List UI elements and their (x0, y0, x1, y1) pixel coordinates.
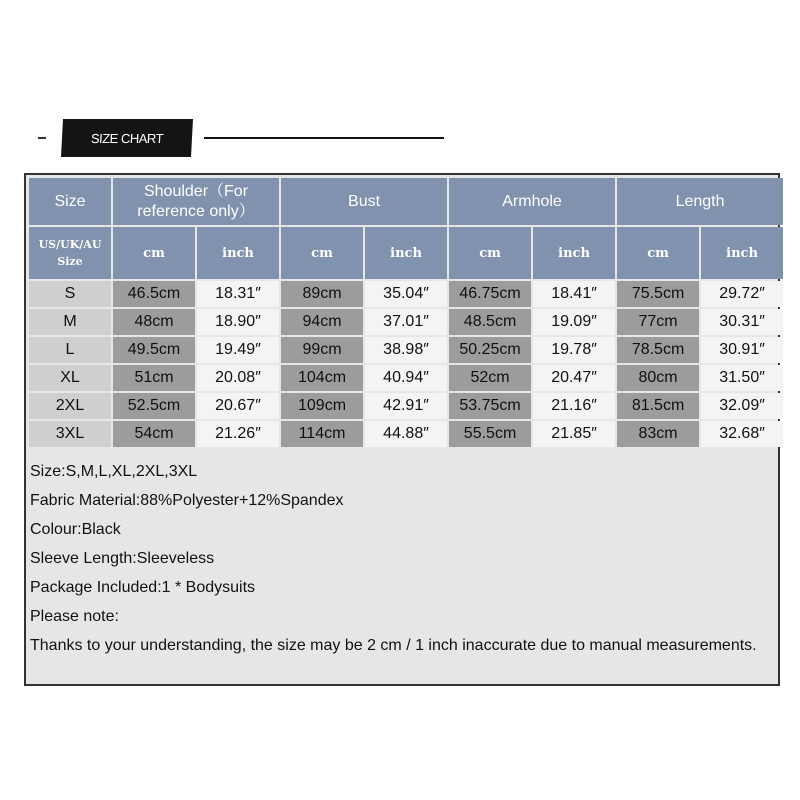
cm-cell: 48cm (113, 309, 195, 335)
inch-cell: 18.41″ (533, 281, 615, 307)
cm-cell: 89cm (281, 281, 363, 307)
header-dash (38, 137, 46, 139)
note-line: Package Included:1 * Bodysuits (30, 579, 256, 596)
inch-cell: 18.31″ (197, 281, 279, 307)
inch-cell: 42.91″ (365, 393, 447, 419)
cm-cell: 51cm (113, 365, 195, 391)
header-row-groups (29, 178, 783, 225)
inch-cell: 35.04″ (365, 281, 447, 307)
inch-cell: 21.16″ (533, 393, 615, 419)
size-cell: S (29, 281, 111, 307)
cm-cell: 52cm (449, 365, 531, 391)
header-row-units (29, 227, 783, 279)
cm-cell: 52.5cm (113, 393, 195, 419)
inch-cell: 37.01″ (365, 309, 447, 335)
table-row (29, 309, 783, 335)
cm-cell: 81.5cm (617, 393, 699, 419)
cm-cell: 94cm (281, 309, 363, 335)
size-cell: 3XL (29, 421, 111, 447)
inch-cell: 30.91″ (701, 337, 783, 363)
size-chart-title: SIZE CHART (90, 130, 164, 146)
note-line: Sleeve Length:Sleeveless (30, 550, 215, 567)
table-row (29, 393, 783, 419)
table-row (29, 365, 783, 391)
note-line: Thanks to your understanding, the size may be 2 cm / 1 inch inaccurate due to manual measurements. (30, 637, 757, 654)
inch-cell: 30.31″ (701, 309, 783, 335)
unit-header: inch (197, 227, 279, 279)
cm-cell: 75.5cm (617, 281, 699, 307)
header-rule (204, 137, 444, 139)
cm-cell: 50.25cm (449, 337, 531, 363)
cm-cell: 46.5cm (113, 281, 195, 307)
cm-cell: 78.5cm (617, 337, 699, 363)
header-region: US/UK/AU Size (29, 227, 111, 279)
cm-cell: 55.5cm (449, 421, 531, 447)
cm-cell: 83cm (617, 421, 699, 447)
cm-cell: 49.5cm (113, 337, 195, 363)
header-shoulder: Shoulder（For reference only） (113, 178, 279, 225)
unit-header: cm (281, 227, 363, 279)
cm-cell: 99cm (281, 337, 363, 363)
cm-cell: 48.5cm (449, 309, 531, 335)
size-cell: M (29, 309, 111, 335)
unit-header: inch (365, 227, 447, 279)
inch-cell: 18.90″ (197, 309, 279, 335)
inch-cell: 40.94″ (365, 365, 447, 391)
cm-cell: 104cm (281, 365, 363, 391)
inch-cell: 32.09″ (701, 393, 783, 419)
size-cell: XL (29, 365, 111, 391)
inch-cell: 19.78″ (533, 337, 615, 363)
cm-cell: 46.75cm (449, 281, 531, 307)
inch-cell: 19.09″ (533, 309, 615, 335)
note-line: Please note: (30, 608, 119, 625)
cm-cell: 114cm (281, 421, 363, 447)
size-table (27, 176, 785, 449)
size-table-body (29, 281, 783, 447)
cm-cell: 109cm (281, 393, 363, 419)
inch-cell: 21.26″ (197, 421, 279, 447)
note-line: Size:S,M,L,XL,2XL,3XL (30, 463, 198, 480)
size-chart-banner (61, 119, 193, 157)
inch-cell: 21.85″ (533, 421, 615, 447)
unit-header: cm (113, 227, 195, 279)
inch-cell: 31.50″ (701, 365, 783, 391)
note-line: Colour:Black (30, 521, 121, 538)
cm-cell: 77cm (617, 309, 699, 335)
inch-cell: 32.68″ (701, 421, 783, 447)
inch-cell: 29.72″ (701, 281, 783, 307)
size-cell: L (29, 337, 111, 363)
size-cell: 2XL (29, 393, 111, 419)
table-row (29, 337, 783, 363)
inch-cell: 20.08″ (197, 365, 279, 391)
inch-cell: 19.49″ (197, 337, 279, 363)
unit-header: inch (533, 227, 615, 279)
inch-cell: 38.98″ (365, 337, 447, 363)
header-length: Length (617, 178, 783, 225)
inch-cell: 20.47″ (533, 365, 615, 391)
unit-header: cm (617, 227, 699, 279)
inch-cell: 20.67″ (197, 393, 279, 419)
cm-cell: 54cm (113, 421, 195, 447)
table-row (29, 281, 783, 307)
product-notes (30, 457, 757, 660)
header-bust: Bust (281, 178, 447, 225)
cm-cell: 80cm (617, 365, 699, 391)
size-chart-panel (24, 173, 780, 686)
cm-cell: 53.75cm (449, 393, 531, 419)
note-line: Fabric Material:88%Polyester+12%Spandex (30, 492, 344, 509)
unit-header: inch (701, 227, 783, 279)
table-row (29, 421, 783, 447)
header-size: Size (29, 178, 111, 225)
unit-header: cm (449, 227, 531, 279)
header-armhole: Armhole (449, 178, 615, 225)
inch-cell: 44.88″ (365, 421, 447, 447)
